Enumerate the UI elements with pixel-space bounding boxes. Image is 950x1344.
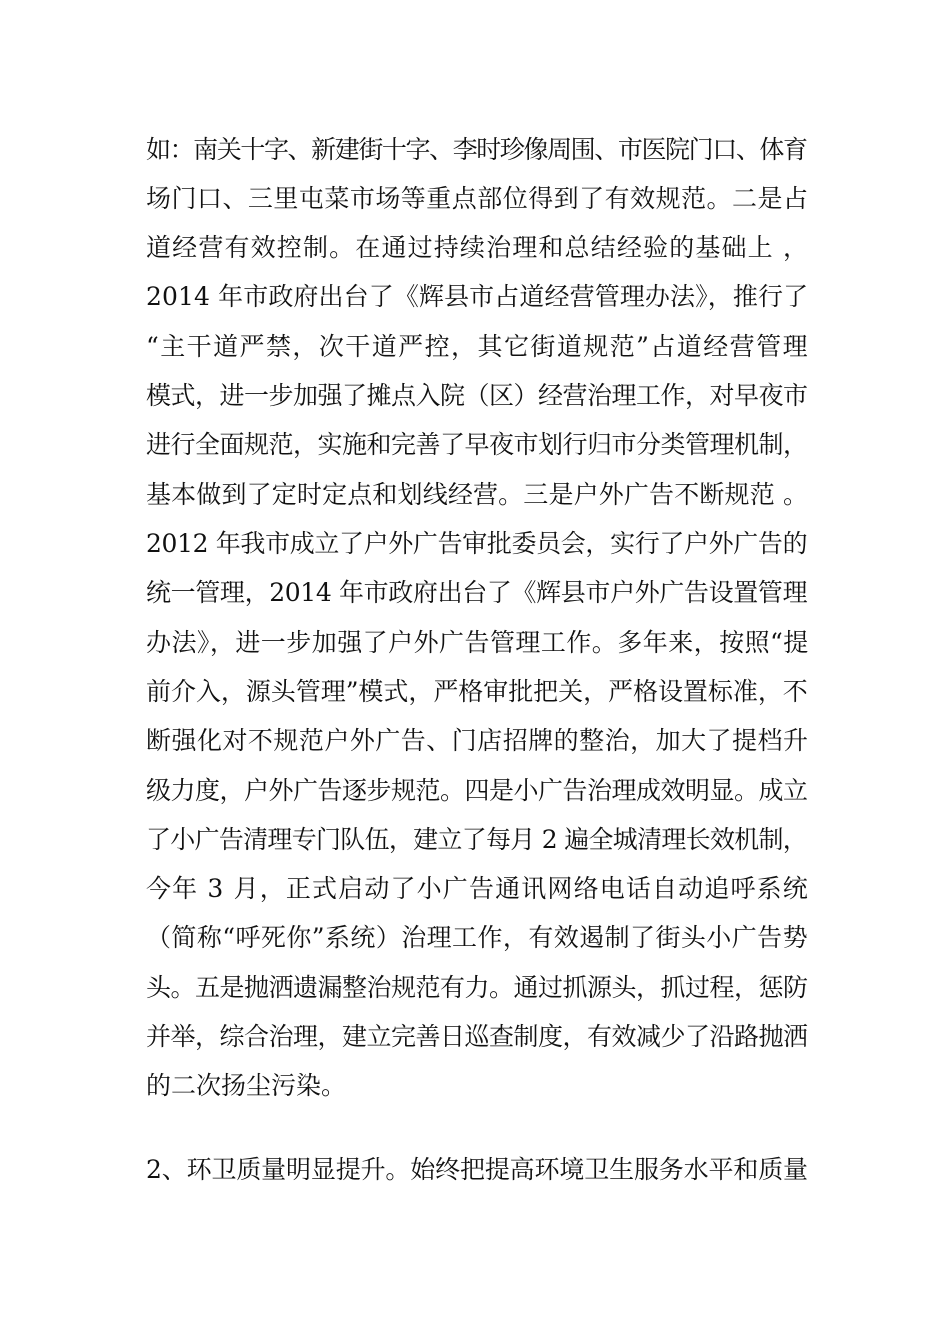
paragraph-1-line-7: 进行全面规范，实施和完善了早夜市划行归市分类管理机制， bbox=[146, 430, 808, 459]
paragraph-1-line-20: 的二次扬尘污染。 bbox=[146, 1071, 347, 1100]
paragraph-1-line-8: 基本做到了定时定点和划线经营。三是户外广告不断规范 。 bbox=[146, 480, 809, 509]
paragraph-1-line-3: 道经营有效控制。在通过持续治理和总结经验的基础上 ， bbox=[146, 233, 810, 262]
paragraph-1-line-17: （简称“呼死你”系统）治理工作，有效遏制了街头小广告势 bbox=[146, 923, 808, 952]
paragraph-1-line-6: 模式，进一步加强了摊点入院（区）经营治理工作，对早夜市 bbox=[146, 381, 808, 410]
paragraph-1-line-5: “主干道严禁，次干道严控，其它街道规范”占道经营管理 bbox=[146, 332, 810, 361]
paragraph-2-line-1: 2、环卫质量明显提升。始终把提高环境卫生服务水平和质量 bbox=[146, 1155, 808, 1184]
paragraph-1-line-2: 场门口、三里屯菜市场等重点部位得到了有效规范。二是占 bbox=[146, 184, 809, 213]
paragraph-1-line-14: 级力度，户外广告逐步规范。四是小广告治理成效明显。成立 bbox=[146, 776, 808, 805]
paragraph-1-line-16: 今年 3 月，正式启动了小广告通讯网络电话自动追呼系统 bbox=[146, 874, 809, 903]
paragraph-1-line-12: 前介入，源头管理”模式，严格审批把关，严格设置标准，不 bbox=[146, 677, 808, 706]
paragraph-1-line-13: 断强化对不规范户外广告、门店招牌的整治，加大了提档升 bbox=[146, 726, 809, 755]
paragraph-1-line-19: 并举，综合治理，建立完善日巡查制度，有效减少了沿路抛洒 bbox=[146, 1022, 808, 1051]
paragraph-1-line-9: 2012 年我市成立了户外广告审批委员会，实行了户外广告的 bbox=[146, 529, 808, 558]
paragraph-1-line-1: 如：南关十字、新建街十字、李时珍像周围、市医院门口、体育 bbox=[146, 135, 807, 164]
paragraph-1-line-15: 了小广告清理专门队伍，建立了每月 2 遍全城清理长效机制， bbox=[146, 825, 808, 854]
paragraph-1-line-4: 2014 年市政府出台了《辉县市占道经营管理办法》，推行了 bbox=[146, 282, 809, 311]
paragraph-1-line-18: 头。五是抛洒遗漏整治规范有力。通过抓源头，抓过程，惩防 bbox=[146, 973, 808, 1002]
paragraph-1-line-10: 统一管理，2014 年市政府出台了《辉县市户外广告设置管理 bbox=[146, 578, 808, 607]
paragraph-1-line-11: 办法》，进一步加强了户外广告管理工作。多年来，按照“提 bbox=[146, 628, 809, 657]
